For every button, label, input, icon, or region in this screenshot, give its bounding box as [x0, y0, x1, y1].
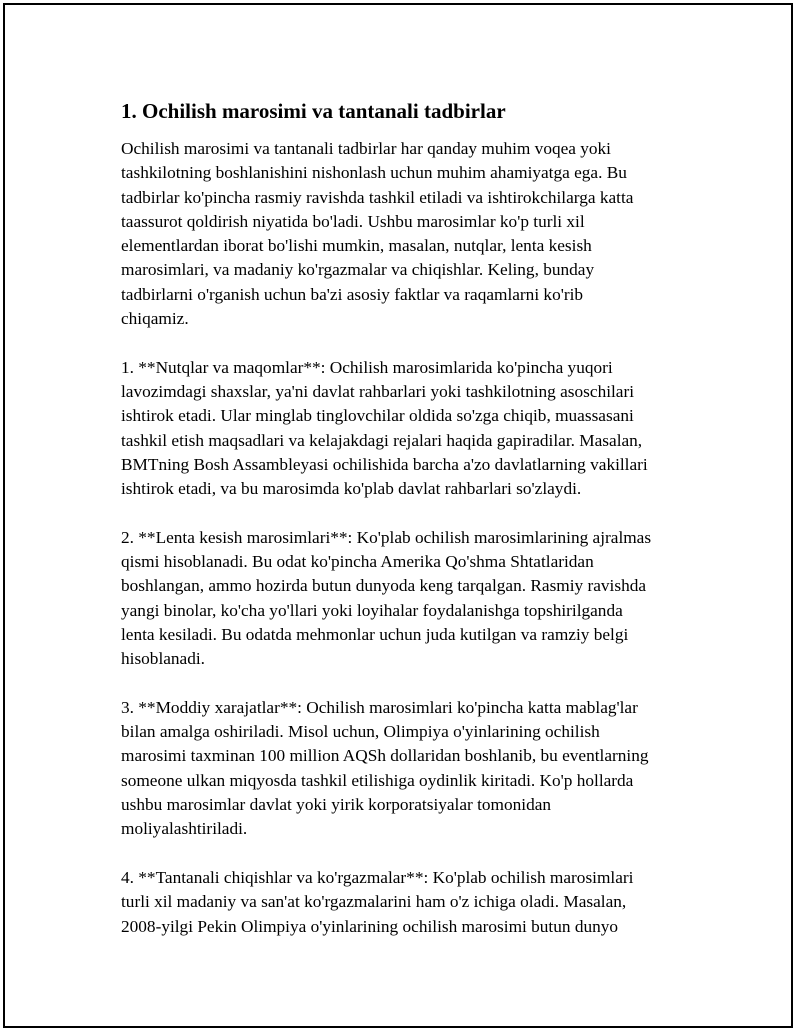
text-line: elementlardan iborat bo'lishi mumkin, masalan, nutqlar, lenta kesish — [121, 236, 592, 256]
text-line: bilan amalga oshiriladi. Misol uchun, Olimpiya o'yinlarining ochilish — [121, 722, 600, 742]
document-page — [3, 3, 793, 1028]
text-line: 2008-yilgi Pekin Olimpiya o'yinlarining ochilish marosimi butun dunyo — [121, 916, 619, 936]
text-line: ishtirok etadi. Ular minglab tinglovchilar oldida so'zga chiqib, muassasani — [121, 406, 634, 426]
paragraph-item-2 — [121, 526, 711, 672]
text-line: lavozimdagi shaxslar, ya'ni davlat rahbarlari yoki tashkilotning asoschilari — [121, 381, 635, 401]
text-line: marosimlari, va madaniy ko'rgazmalar va chiqishlar. Keling, bunday — [121, 260, 595, 280]
text-line: BMTning Bosh Assambleyasi ochilishida barcha a'zo davlatlarning vakillari — [121, 454, 648, 474]
text-line: lenta kesiladi. Bu odatda mehmonlar uchun juda kutilgan va ramziy belgi — [121, 624, 629, 644]
text-line: tadbirlar ko'pincha rasmiy ravishda tashkil etiladi va ishtirokchilarga katta — [121, 187, 634, 207]
text-line: ishtirok etadi, va bu marosimda ko'plab davlat rahbarlari so'zlaydi. — [121, 479, 582, 499]
text-line: chiqamiz. — [121, 309, 189, 329]
text-line: tashkil etish maqsadlari va kelajakdagi rejalari haqida gapiradilar. Masalan, — [121, 430, 643, 450]
paragraph-spacer — [121, 672, 711, 696]
text-line: ushbu marosimlar davlat yoki yirik korporatsiyalar tomonidan — [121, 795, 552, 815]
text-line: 1. **Nutqlar va maqomlar**: Ochilish marosimlarida ko'pincha yuqori — [121, 357, 613, 377]
text-line: marosimi taxminan 100 million AQSh dollaridan boshlanib, bu eventlarning — [121, 746, 649, 766]
paragraph-spacer — [121, 331, 711, 355]
document-content — [121, 97, 711, 939]
text-line: taassurot qoldirish niyatida bo'ladi. Ushbu marosimlar ko'p turli xil — [121, 211, 585, 231]
text-line: tadbirlarni o'rganish uchun ba'zi asosiy faktlar va raqamlarni ko'rib — [121, 284, 584, 304]
section-heading: 1. Ochilish marosimi va tantanali tadbirlar — [121, 99, 506, 123]
paragraph-item-4 — [121, 866, 711, 939]
text-line: boshlangan, ammo hozirda butun dunyoda keng tarqalgan. Rasmiy ravishda — [121, 576, 647, 596]
text-line: someone ulkan miqyosda tashkil etilishiga oydinlik kiritadi. Ko'p hollarda — [121, 770, 634, 790]
paragraph-item-3 — [121, 696, 711, 842]
text-line: qismi hisoblanadi. Bu odat ko'pincha Amerika Qo'shma Shtatlaridan — [121, 552, 594, 572]
text-line: 3. **Moddiy xarajatlar**: Ochilish marosimlari ko'pincha katta mablag'lar — [121, 697, 638, 717]
paragraph-spacer — [121, 842, 711, 866]
text-line: moliyalashtiriladi. — [121, 819, 248, 839]
paragraph-intro — [121, 137, 711, 331]
text-line: 4. **Tantanali chiqishlar va ko'rgazmalar**: Ko'plab ochilish marosimlari — [121, 867, 634, 887]
paragraph-item-1 — [121, 356, 711, 502]
text-line: 2. **Lenta kesish marosimlari**: Ko'plab ochilish marosimlarining ajralmas — [121, 527, 652, 547]
text-line: Ochilish marosimi va tantanali tadbirlar har qanday muhim voqea yoki — [121, 139, 611, 158]
text-line: yangi binolar, ko'cha yo'llari yoki loyihalar foydalanishga topshirilganda — [121, 600, 623, 620]
text-line: turli xil madaniy va san'at ko'rgazmalarini ham o'z ichiga oladi. Masalan, — [121, 892, 627, 912]
text-line: tashkilotning boshlanishini nishonlash uchun muhim ahamiyatga ega. Bu — [121, 163, 627, 183]
paragraph-spacer — [121, 501, 711, 525]
text-line: hisoblanadi. — [121, 649, 205, 669]
